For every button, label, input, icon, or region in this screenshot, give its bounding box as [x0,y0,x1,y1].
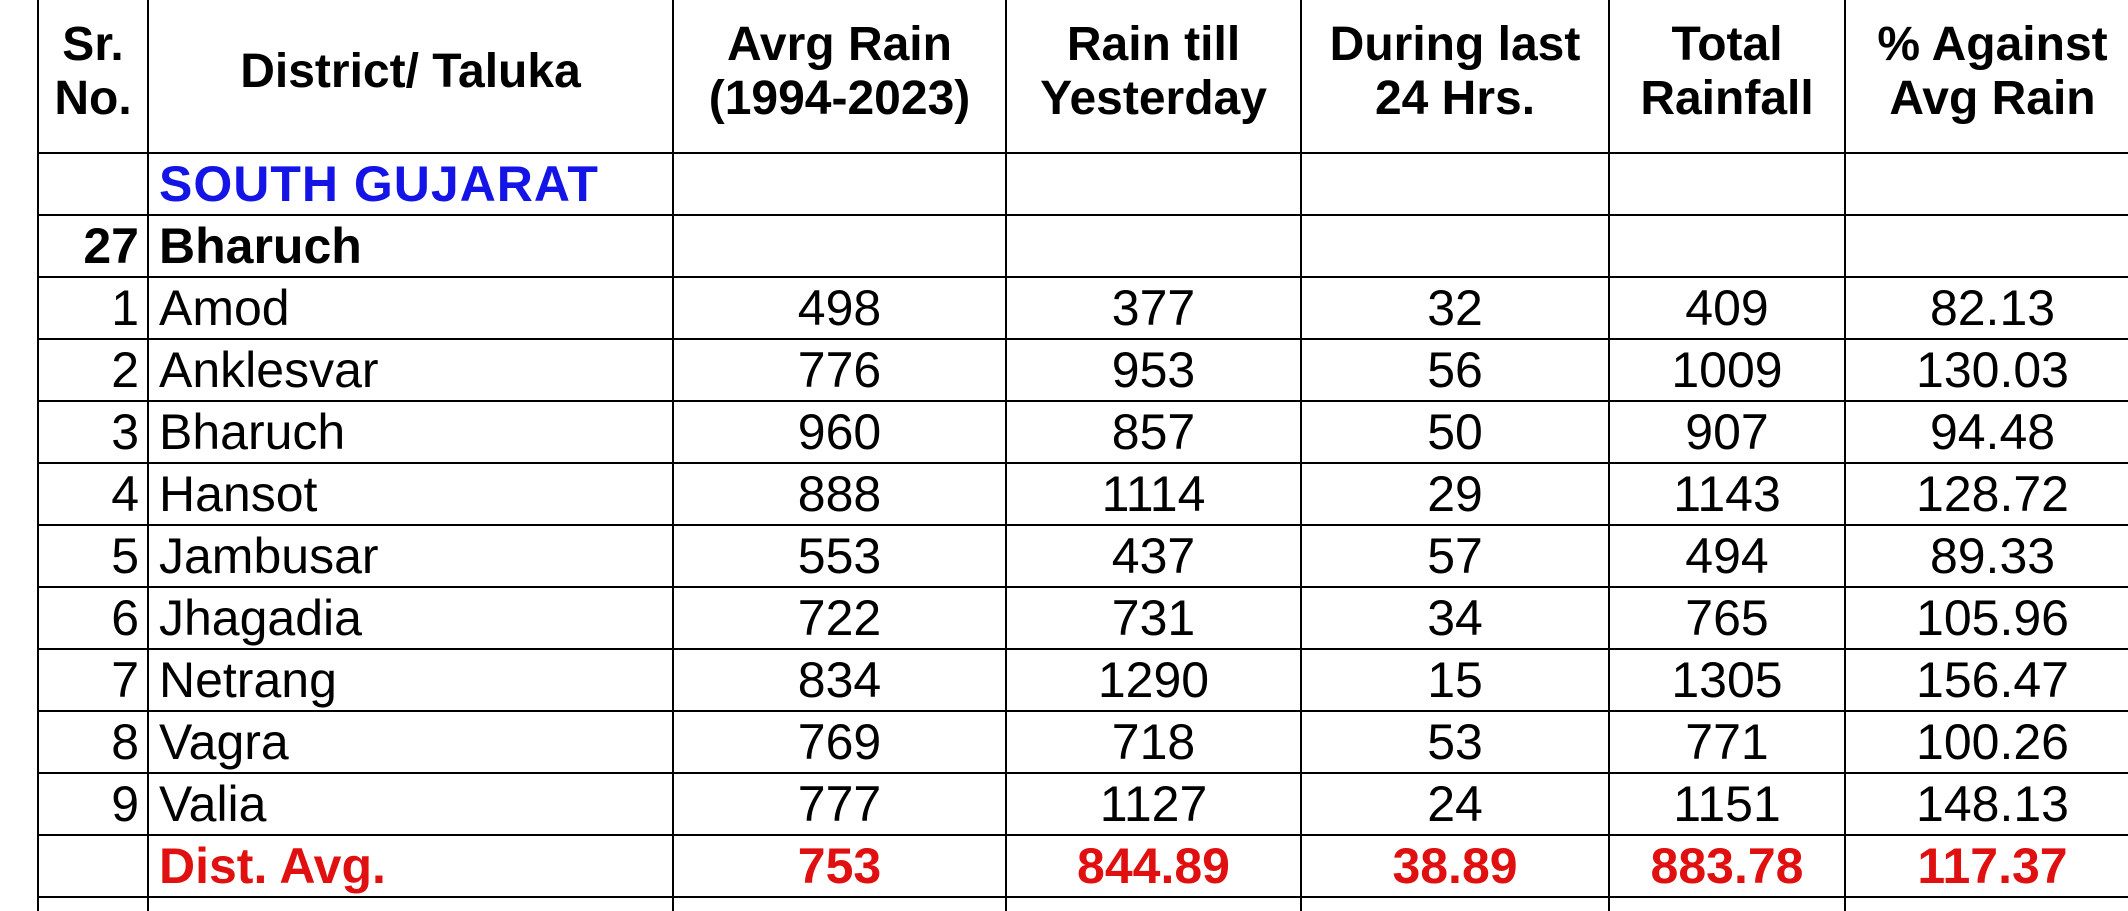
next-row-partial [38,897,2128,911]
row-rain-till-yesterday: 731 [1006,587,1301,649]
row-total-rainfall: 907 [1609,401,1845,463]
table-row [38,525,2128,587]
district-average-row [38,835,2128,897]
row-total-rainfall: 1143 [1609,463,1845,525]
row-pct-against-avg: 148.13 [1845,773,2128,835]
row-sr: 1 [38,277,148,339]
empty-cell [1301,153,1609,215]
row-sr: 8 [38,711,148,773]
avg-rain-till-yesterday: 844.89 [1006,835,1301,897]
table-row [38,277,2128,339]
row-taluka: Netrang [148,649,673,711]
empty-cell [673,897,1006,911]
row-sr: 5 [38,525,148,587]
empty-cell [1006,153,1301,215]
empty-cell [1301,897,1609,911]
header-row [38,0,2128,153]
row-sr: 9 [38,773,148,835]
row-sr: 6 [38,587,148,649]
row-pct-against-avg: 130.03 [1845,339,2128,401]
empty-cell [673,215,1006,277]
col-header-district-taluka: District/ Taluka [148,0,673,153]
row-total-rainfall: 765 [1609,587,1845,649]
empty-cell [1845,153,2128,215]
row-total-rainfall: 1151 [1609,773,1845,835]
row-pct-against-avg: 89.33 [1845,525,2128,587]
avg-label: Dist. Avg. [148,835,673,897]
avg-total-rainfall: 883.78 [1609,835,1845,897]
empty-cell [148,897,673,911]
empty-cell [38,897,148,911]
region-sr-cell [38,153,148,215]
row-taluka: Jambusar [148,525,673,587]
table-row [38,649,2128,711]
col-header-total-rainfall: Total Rainfall [1609,0,1845,153]
row-rain-till-yesterday: 377 [1006,277,1301,339]
avg-sr-cell [38,835,148,897]
table-row [38,463,2128,525]
col-header-avg-rain: Avrg Rain (1994-2023) [673,0,1006,153]
empty-cell [1609,153,1845,215]
avg-pct-against-avg: 117.37 [1845,835,2128,897]
row-taluka: Amod [148,277,673,339]
empty-cell [1845,215,2128,277]
row-sr: 7 [38,649,148,711]
empty-cell [1006,897,1301,911]
empty-cell [1845,897,2128,911]
row-avg-rain: 834 [673,649,1006,711]
row-last-24-hrs: 34 [1301,587,1609,649]
row-avg-rain: 777 [673,773,1006,835]
row-rain-till-yesterday: 857 [1006,401,1301,463]
row-total-rainfall: 409 [1609,277,1845,339]
row-avg-rain: 498 [673,277,1006,339]
row-rain-till-yesterday: 1114 [1006,463,1301,525]
row-rain-till-yesterday: 1290 [1006,649,1301,711]
row-avg-rain: 553 [673,525,1006,587]
row-last-24-hrs: 57 [1301,525,1609,587]
avg-avg-rain: 753 [673,835,1006,897]
empty-cell [1609,215,1845,277]
row-last-24-hrs: 50 [1301,401,1609,463]
empty-cell [1609,897,1845,911]
table-row [38,587,2128,649]
row-taluka: Hansot [148,463,673,525]
region-row [38,153,2128,215]
row-sr: 4 [38,463,148,525]
region-name: SOUTH GUJARAT [148,153,673,215]
row-pct-against-avg: 128.72 [1845,463,2128,525]
rainfall-table [37,0,2128,911]
row-taluka: Jhagadia [148,587,673,649]
row-avg-rain: 769 [673,711,1006,773]
row-last-24-hrs: 15 [1301,649,1609,711]
district-row [38,215,2128,277]
row-pct-against-avg: 100.26 [1845,711,2128,773]
row-rain-till-yesterday: 718 [1006,711,1301,773]
empty-cell [1006,215,1301,277]
row-last-24-hrs: 24 [1301,773,1609,835]
row-last-24-hrs: 53 [1301,711,1609,773]
table-row [38,773,2128,835]
empty-cell [1301,215,1609,277]
row-avg-rain: 960 [673,401,1006,463]
row-avg-rain: 776 [673,339,1006,401]
table-row [38,401,2128,463]
col-header-rain-till-yesterday: Rain till Yesterday [1006,0,1301,153]
row-last-24-hrs: 32 [1301,277,1609,339]
row-taluka: Valia [148,773,673,835]
row-avg-rain: 722 [673,587,1006,649]
row-total-rainfall: 771 [1609,711,1845,773]
district-sr: 27 [38,215,148,277]
row-sr: 3 [38,401,148,463]
col-header-last-24-hrs: During last 24 Hrs. [1301,0,1609,153]
row-rain-till-yesterday: 437 [1006,525,1301,587]
row-pct-against-avg: 105.96 [1845,587,2128,649]
row-rain-till-yesterday: 953 [1006,339,1301,401]
row-total-rainfall: 494 [1609,525,1845,587]
row-total-rainfall: 1305 [1609,649,1845,711]
row-total-rainfall: 1009 [1609,339,1845,401]
district-name: Bharuch [148,215,673,277]
row-last-24-hrs: 29 [1301,463,1609,525]
row-last-24-hrs: 56 [1301,339,1609,401]
table-row [38,339,2128,401]
row-taluka: Vagra [148,711,673,773]
row-rain-till-yesterday: 1127 [1006,773,1301,835]
row-taluka: Anklesvar [148,339,673,401]
row-taluka: Bharuch [148,401,673,463]
empty-cell [673,153,1006,215]
row-pct-against-avg: 156.47 [1845,649,2128,711]
avg-last-24-hrs: 38.89 [1301,835,1609,897]
col-header-sr-no: Sr. No. [38,0,148,153]
row-pct-against-avg: 94.48 [1845,401,2128,463]
row-avg-rain: 888 [673,463,1006,525]
table-row [38,711,2128,773]
row-pct-against-avg: 82.13 [1845,277,2128,339]
row-sr: 2 [38,339,148,401]
col-header-pct-against-avg: % Against Avg Rain [1845,0,2128,153]
